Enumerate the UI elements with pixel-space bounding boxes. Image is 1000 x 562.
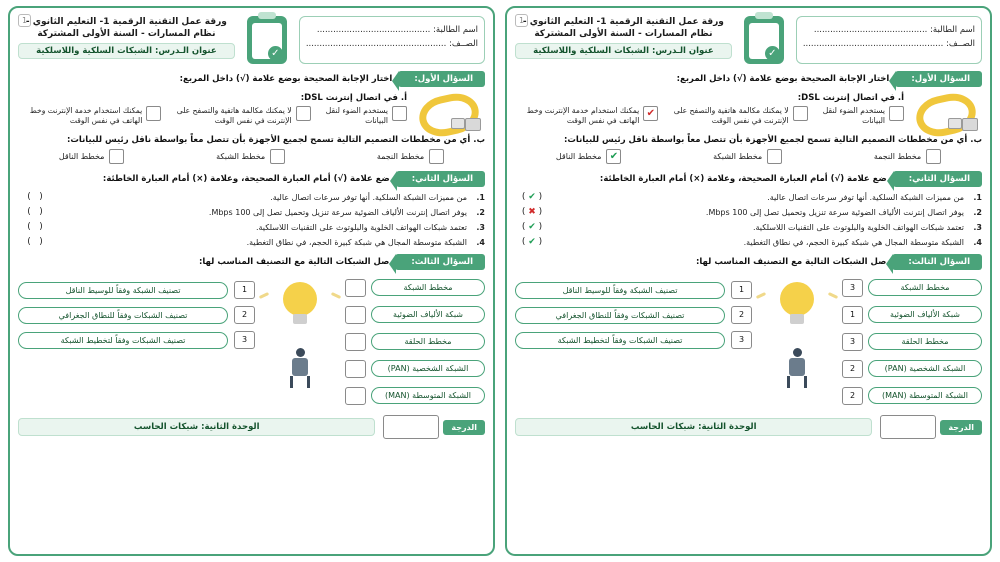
- q1-part-b-label: ب. أي من مخططات التصميم التالية تسمح لجميع الأجهزة بأن تتصل معاً بواسطة ناقل رئيس للبيانات:: [563, 135, 982, 145]
- q1-instruction: اختار الإجابة الصحيحة بوضع علامة (√) داخل المربع:: [179, 74, 393, 84]
- question-3-heading: [515, 254, 982, 270]
- grade-input[interactable]: [383, 415, 439, 439]
- match-row: [345, 382, 485, 409]
- category-number: 3: [731, 331, 752, 349]
- match-left-column: [515, 274, 752, 356]
- q1a-option-3[interactable]: [515, 106, 658, 126]
- list-item: [515, 237, 982, 247]
- item-number: 2.: [476, 207, 485, 217]
- category-number: 3: [234, 331, 255, 349]
- category-label[interactable]: تصنيف الشبكة وفقاً للوسيط الناقل: [515, 282, 725, 299]
- match-row: [345, 274, 485, 301]
- checkbox[interactable]: [146, 106, 161, 121]
- match-answer-box[interactable]: [345, 360, 366, 378]
- answer-slot[interactable]: ( ✖ ): [521, 207, 543, 217]
- worksheet-header: [18, 16, 485, 64]
- worksheet-footer: [515, 415, 982, 439]
- q1b-option-3[interactable]: [59, 149, 125, 164]
- q1b-option-2[interactable]: [713, 149, 782, 164]
- q1b-option-2[interactable]: [216, 149, 285, 164]
- worksheet-footer: [18, 415, 485, 439]
- match-answer-box[interactable]: 2: [842, 387, 863, 405]
- question-1-body: [18, 91, 485, 133]
- match-row: [842, 382, 982, 409]
- option-label: يستخدم الضوء لنقل البيانات: [822, 106, 885, 125]
- student-name-line: اسم الطالبة: ..........................................: [316, 25, 478, 35]
- q2-instruction: ضع علامة (√) أمام العبارة الصحيحة، وعلامة (×) أمام العبارة الخاطئة:: [599, 174, 887, 184]
- student-info-box: [299, 16, 485, 64]
- list-item: [515, 207, 982, 217]
- answer-slot[interactable]: ( ): [27, 237, 43, 247]
- answer-slot[interactable]: ( ✔ ): [521, 222, 543, 232]
- grade-label: الدرجة: [940, 420, 982, 435]
- q1-part-b-label: ب. أي من مخططات التصميم التالية تسمح لجميع الأجهزة بأن تتصل معاً بواسطة ناقل رئيس للبيانات:: [66, 135, 485, 145]
- q1a-option-3[interactable]: [18, 106, 161, 126]
- match-answer-box[interactable]: 3: [842, 279, 863, 297]
- option-label: مخطط الشبكة: [713, 152, 763, 161]
- match-answer-box[interactable]: [345, 306, 366, 324]
- q1-part-a-options: [18, 106, 407, 126]
- item-number: 4.: [476, 237, 485, 247]
- item-number: 1.: [973, 192, 982, 202]
- q1-instruction: اختار الإجابة الصحيحة بوضع علامة (√) داخل المربع:: [676, 74, 890, 84]
- match-answer-box[interactable]: 1: [842, 306, 863, 324]
- answer-slot[interactable]: ( ✔ ): [521, 237, 543, 247]
- category-label[interactable]: تصنيف الشبكة وفقاً للوسيط الناقل: [18, 282, 228, 299]
- match-answer-box[interactable]: 3: [842, 333, 863, 351]
- match-left-column: [18, 274, 255, 356]
- clipboard-check-icon: ✓: [241, 16, 293, 64]
- question-2-items: [515, 192, 982, 247]
- option-label: لا يمكنك مكالمة هاتفية والتصفح على الإنترنت في نفس الوقت: [176, 106, 292, 125]
- q2-ribbon: السؤال الثاني:: [396, 171, 485, 187]
- worksheet-header: [515, 16, 982, 64]
- match-item-label[interactable]: الشبكة المتوسطة (MAN): [371, 387, 485, 404]
- category-label[interactable]: تصنيف الشبكات وفقاً لتخطيط الشبكة: [18, 332, 228, 349]
- q1-part-b-options: [18, 149, 485, 164]
- match-row: [515, 281, 752, 299]
- category-label[interactable]: تصنيف الشبكات وفقاً لتخطيط الشبكة: [515, 332, 725, 349]
- match-row: [18, 331, 255, 349]
- item-text: الشبكة متوسطة المجال هي شبكة كبيرة الحجم، في نطاق التغطية.: [246, 237, 467, 247]
- option-label: مخطط الناقل: [58, 152, 105, 161]
- student-name-line: اسم الطالبة: ..........................................: [813, 25, 975, 35]
- match-answer-box[interactable]: 2: [842, 360, 863, 378]
- match-item-label[interactable]: شبكة الألياف الضوئية: [868, 306, 982, 323]
- q1a-option-1[interactable]: [317, 106, 407, 126]
- answer-slot[interactable]: ( ✔ ): [521, 192, 543, 202]
- item-text: تعتمد شبكات الهواتف الخلوية والبلوتوث على التقنيات اللاسلكية.: [255, 222, 467, 232]
- question-2-heading: [515, 171, 982, 187]
- title-line-1: ورقة عمل التقنية الرقمية 1- التعليم الثانوي -: [522, 17, 724, 27]
- list-item: [18, 237, 485, 247]
- option-label: يمكنك استخدام خدمة الإنترنت وخط الهاتف في نفس الوقت: [526, 106, 640, 125]
- q3-ribbon: السؤال الثالث:: [892, 254, 982, 270]
- lesson-title-bar: عنوان الـدرس: الشبكات السلكية واللاسلكية: [18, 43, 235, 59]
- list-item: [515, 222, 982, 232]
- lesson-title-bar: عنوان الـدرس: الشبكات السلكية واللاسلكية: [515, 43, 732, 59]
- match-row: [345, 328, 485, 355]
- item-text: يوفر اتصال إنترنت الألياف الضوئية سرعة تنزيل وتحميل تصل إلى 100 Mbps.: [705, 207, 964, 217]
- class-line: الصــف: ....................................................: [802, 39, 975, 49]
- worksheet-title-block: [515, 16, 732, 64]
- match-row: [18, 306, 255, 324]
- option-label: لا يمكنك مكالمة هاتفية والتصفح على الإنترنت في نفس الوقت: [673, 106, 789, 125]
- match-row: [842, 301, 982, 328]
- answer-slot[interactable]: ( ): [27, 207, 43, 217]
- q3-instruction: صل الشبكات التالية مع التصنيف المناسب لها:: [695, 257, 887, 267]
- q1-part-b-options: [515, 149, 982, 164]
- question-2-items: [18, 192, 485, 247]
- title-line-2: نظام المسارات - السنة الأولى المشتركة: [37, 29, 216, 39]
- match-right-column: [345, 274, 485, 409]
- question-3-matching: [18, 274, 485, 409]
- worksheet-sheet-answer-key: [505, 6, 992, 556]
- match-row: [842, 355, 982, 382]
- option-label: يمكنك استخدام خدمة الإنترنت وخط الهاتف في نفس الوقت: [29, 106, 143, 125]
- match-item-label[interactable]: الشبكة الشخصية (PAN): [371, 360, 485, 377]
- student-info-box: [796, 16, 982, 64]
- match-row: [18, 281, 255, 299]
- checkbox[interactable]: [296, 106, 311, 121]
- item-number: 1.: [476, 192, 485, 202]
- match-row: [515, 306, 752, 324]
- page-corner-mark: 1: [515, 14, 528, 27]
- ethernet-cable-icon: [912, 91, 982, 133]
- checkbox[interactable]: [392, 106, 407, 121]
- item-number: 4.: [973, 237, 982, 247]
- checkbox[interactable]: [793, 106, 808, 121]
- answer-mark: ✔: [528, 237, 536, 247]
- lightbulb-idea-icon: [261, 274, 339, 394]
- question-3-matching: [515, 274, 982, 409]
- q1a-option-1[interactable]: [814, 106, 904, 126]
- item-text: الشبكة متوسطة المجال هي شبكة كبيرة الحجم، في نطاق التغطية.: [743, 237, 964, 247]
- match-item-label[interactable]: مخطط الشبكة: [371, 279, 485, 296]
- lightbulb-idea-icon: [758, 274, 836, 394]
- match-answer-box[interactable]: [345, 387, 366, 405]
- answer-mark: ✔: [528, 192, 536, 202]
- match-item-label[interactable]: الشبكة الشخصية (PAN): [868, 360, 982, 377]
- category-number: 2: [731, 306, 752, 324]
- q1-ribbon: السؤال الأول:: [398, 71, 485, 87]
- answer-slot[interactable]: ( ): [27, 222, 43, 232]
- match-item-label[interactable]: شبكة الألياف الضوئية: [371, 306, 485, 323]
- checkbox[interactable]: [889, 106, 904, 121]
- answer-mark: ✖: [528, 207, 536, 217]
- match-item-label[interactable]: مخطط الشبكة: [868, 279, 982, 296]
- match-item-label[interactable]: الشبكة المتوسطة (MAN): [868, 387, 982, 404]
- clipboard-check-icon: ✓: [738, 16, 790, 64]
- title-line-2: نظام المسارات - السنة الأولى المشتركة: [534, 29, 713, 39]
- q1b-option-3[interactable]: [556, 149, 622, 164]
- match-row: [842, 328, 982, 355]
- ethernet-cable-icon: [415, 91, 485, 133]
- q1-part-a-label: أ. في اتصال إنترنت DSL:: [797, 93, 904, 103]
- q1-part-a-label: أ. في اتصال إنترنت DSL:: [300, 93, 407, 103]
- item-number: 2.: [973, 207, 982, 217]
- item-number: 3.: [973, 222, 982, 232]
- q2-ribbon: السؤال الثاني:: [893, 171, 982, 187]
- option-label: مخطط الشبكة: [216, 152, 266, 161]
- item-text: يوفر اتصال إنترنت الألياف الضوئية سرعة تنزيل وتحميل تصل إلى 100 Mbps.: [208, 207, 467, 217]
- list-item: [18, 192, 485, 202]
- question-2-heading: [18, 171, 485, 187]
- page-corner-mark: 1: [18, 14, 31, 27]
- match-right-column: [842, 274, 982, 409]
- q1-part-a-options: [515, 106, 904, 126]
- q1b-option-1[interactable]: [377, 149, 444, 164]
- checkbox-checked[interactable]: ✔: [643, 106, 658, 121]
- item-number: 3.: [476, 222, 485, 232]
- category-label[interactable]: تصنيف الشبكات وفقاً للنطاق الجغرافي: [515, 307, 725, 324]
- title-line-1: ورقة عمل التقنية الرقمية 1- التعليم الثانوي -: [25, 17, 227, 27]
- q1a-option-2[interactable]: [167, 106, 310, 126]
- category-number: 1: [234, 281, 255, 299]
- match-item-label[interactable]: مخطط الحلقة: [868, 333, 982, 350]
- answer-slot[interactable]: ( ): [27, 192, 43, 202]
- list-item: [18, 207, 485, 217]
- q1-ribbon: السؤال الأول:: [895, 71, 982, 87]
- question-1-heading: [18, 71, 485, 87]
- q1a-option-2[interactable]: [664, 106, 807, 126]
- q2-instruction: ضع علامة (√) أمام العبارة الصحيحة، وعلامة (×) أمام العبارة الخاطئة:: [102, 174, 390, 184]
- grade-box: [880, 415, 982, 439]
- worksheet-sheet-blank: [8, 6, 495, 556]
- class-line: الصــف: ....................................................: [305, 39, 478, 49]
- category-number: 1: [731, 281, 752, 299]
- question-3-heading: [18, 254, 485, 270]
- q1b-option-1[interactable]: [874, 149, 941, 164]
- checkbox-checked[interactable]: ✔: [606, 149, 621, 164]
- q3-instruction: صل الشبكات التالية مع التصنيف المناسب لها:: [198, 257, 390, 267]
- answer-mark: ✔: [528, 222, 536, 232]
- match-item-label[interactable]: مخطط الحلقة: [371, 333, 485, 350]
- item-text: تعتمد شبكات الهواتف الخلوية والبلوتوث على التقنيات اللاسلكية.: [752, 222, 964, 232]
- item-text: من مميزات الشبكة السلكية. أنها توفر سرعات اتصال عالية.: [270, 192, 467, 202]
- grade-box: [383, 415, 485, 439]
- list-item: [515, 192, 982, 202]
- item-text: من مميزات الشبكة السلكية. أنها توفر سرعات اتصال عالية.: [767, 192, 964, 202]
- checkbox[interactable]: [109, 149, 124, 164]
- checkbox[interactable]: [926, 149, 941, 164]
- match-answer-box[interactable]: [345, 279, 366, 297]
- match-row: [345, 301, 485, 328]
- match-answer-box[interactable]: [345, 333, 366, 351]
- option-label: مخطط النجمة: [376, 152, 425, 161]
- grade-label: الدرجة: [443, 420, 485, 435]
- grade-input[interactable]: [880, 415, 936, 439]
- checkbox[interactable]: [767, 149, 782, 164]
- match-row: [345, 355, 485, 382]
- option-label: يستخدم الضوء لنقل البيانات: [325, 106, 388, 125]
- unit-footer-text: الوحدة الثانية: شبكات الحاسب: [18, 418, 375, 436]
- match-row: [515, 331, 752, 349]
- option-label: مخطط الناقل: [555, 152, 602, 161]
- q3-ribbon: السؤال الثالث:: [395, 254, 485, 270]
- match-row: [842, 274, 982, 301]
- checkbox[interactable]: [429, 149, 444, 164]
- worksheet-title-block: [18, 16, 235, 64]
- checkbox[interactable]: [270, 149, 285, 164]
- option-label: مخطط النجمة: [873, 152, 922, 161]
- unit-footer-text: الوحدة الثانية: شبكات الحاسب: [515, 418, 872, 436]
- question-1-heading: [515, 71, 982, 87]
- question-1-body: [515, 91, 982, 133]
- list-item: [18, 222, 485, 232]
- category-label[interactable]: تصنيف الشبكات وفقاً للنطاق الجغرافي: [18, 307, 228, 324]
- category-number: 2: [234, 306, 255, 324]
